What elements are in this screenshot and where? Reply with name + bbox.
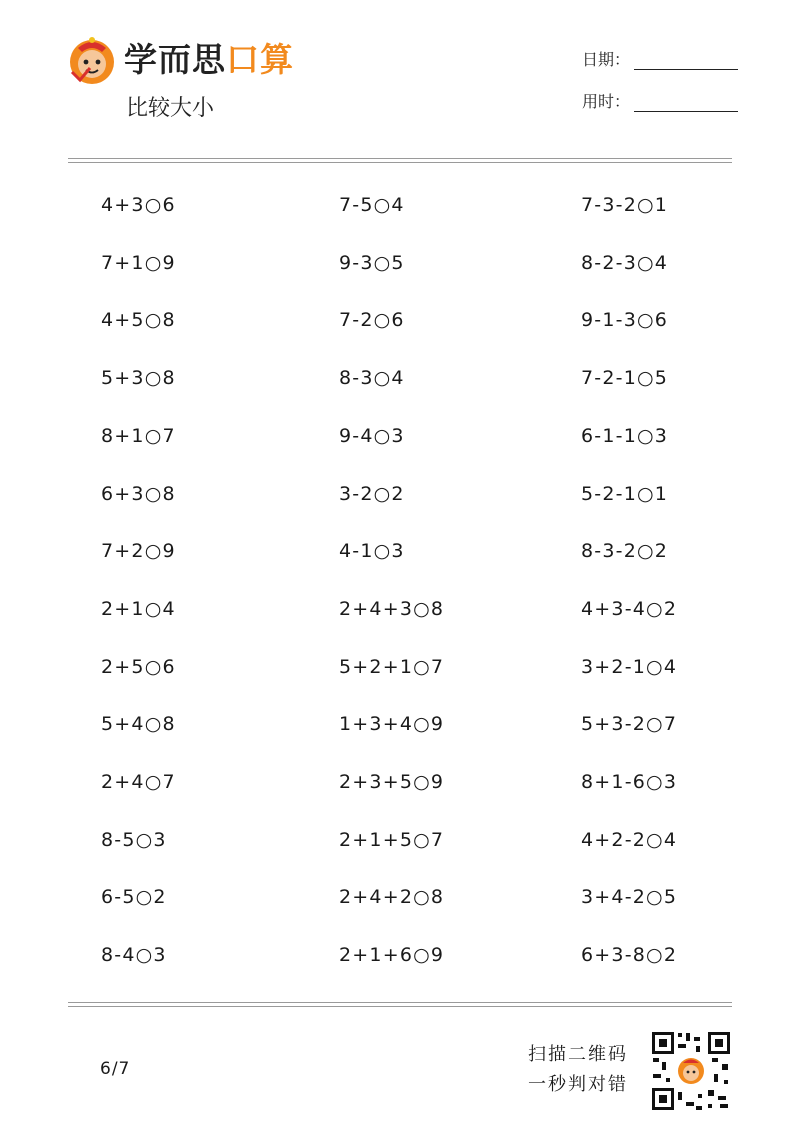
comparison-problem: 6-5○2 — [101, 886, 167, 909]
comparison-problem: 6+3-8○2 — [581, 944, 678, 967]
comparison-problem: 8-3-2○2 — [581, 540, 669, 563]
page-number: 6/7 — [100, 1059, 131, 1079]
comparison-problem: 2+4+3○8 — [339, 597, 445, 620]
comparison-problem: 3+2-1○4 — [581, 655, 678, 678]
scan-instruction-line1: 扫描二维码 — [528, 1044, 628, 1065]
time-blank[interactable] — [634, 95, 738, 112]
date-label: 日期： — [582, 50, 631, 69]
comparison-problem: 8+1○7 — [101, 424, 176, 447]
comparison-problem: 8+1-6○3 — [581, 771, 678, 793]
comparison-problem: 6-1-1○3 — [581, 424, 669, 447]
date-blank[interactable] — [634, 53, 738, 70]
comparison-problem: 7-5○4 — [339, 194, 405, 216]
comparison-problem: 8-3○4 — [339, 367, 405, 390]
comparison-problem: 3+4-2○5 — [581, 886, 678, 909]
footer-divider — [68, 1002, 732, 1007]
comparison-problem: 9-1-3○6 — [581, 309, 669, 332]
comparison-problem: 2+4+2○8 — [339, 886, 445, 909]
comparison-problem: 2+1+5○7 — [339, 828, 445, 851]
comparison-problem: 2+1+6○9 — [339, 944, 445, 967]
scan-instruction-line2: 一秒判对错 — [528, 1074, 628, 1095]
comparison-problem: 7+1○9 — [101, 251, 176, 274]
comparison-problem: 7-2○6 — [339, 309, 405, 332]
header-divider — [68, 158, 732, 163]
brand-title: 学而思口算 — [124, 40, 294, 79]
time-label: 用时： — [582, 92, 631, 111]
comparison-problem: 2+1○4 — [101, 597, 176, 620]
comparison-problem: 4-1○3 — [339, 540, 405, 563]
comparison-problem: 2+5○6 — [101, 655, 176, 678]
date-field — [582, 50, 738, 70]
comparison-problem: 9-4○3 — [339, 424, 405, 447]
monkey-mascot-logo-icon — [66, 34, 118, 86]
comparison-problem: 9-3○5 — [339, 251, 405, 274]
comparison-problem: 4+3-4○2 — [581, 597, 678, 620]
comparison-problem: 2+3+5○9 — [339, 771, 445, 793]
comparison-problem: 5+4○8 — [101, 713, 176, 736]
time-field — [582, 92, 738, 112]
comparison-problem: 2+4○7 — [101, 771, 176, 793]
comparison-problem: 1+3+4○9 — [339, 713, 445, 736]
comparison-problem: 6+3○8 — [101, 482, 176, 505]
comparison-problem: 5+3○8 — [101, 367, 176, 390]
comparison-problem: 7-2-1○5 — [581, 367, 669, 390]
comparison-problem: 8-2-3○4 — [581, 251, 669, 274]
comparison-problem: 8-5○3 — [101, 828, 167, 851]
worksheet-title: 比较大小 — [126, 96, 215, 121]
comparison-problem: 8-4○3 — [101, 944, 167, 967]
comparison-problem: 7+2○9 — [101, 540, 176, 563]
comparison-problem: 4+3○6 — [101, 194, 176, 216]
comparison-problem: 5+2+1○7 — [339, 655, 445, 678]
comparison-problem: 3-2○2 — [339, 482, 405, 505]
comparison-problem: 5+3-2○7 — [581, 713, 678, 736]
comparison-problem: 4+5○8 — [101, 309, 176, 332]
comparison-problem: 4+2-2○4 — [581, 828, 678, 851]
qr-code-icon[interactable] — [650, 1030, 732, 1112]
comparison-problem: 5-2-1○1 — [581, 482, 669, 505]
comparison-problem: 7-3-2○1 — [581, 194, 669, 216]
